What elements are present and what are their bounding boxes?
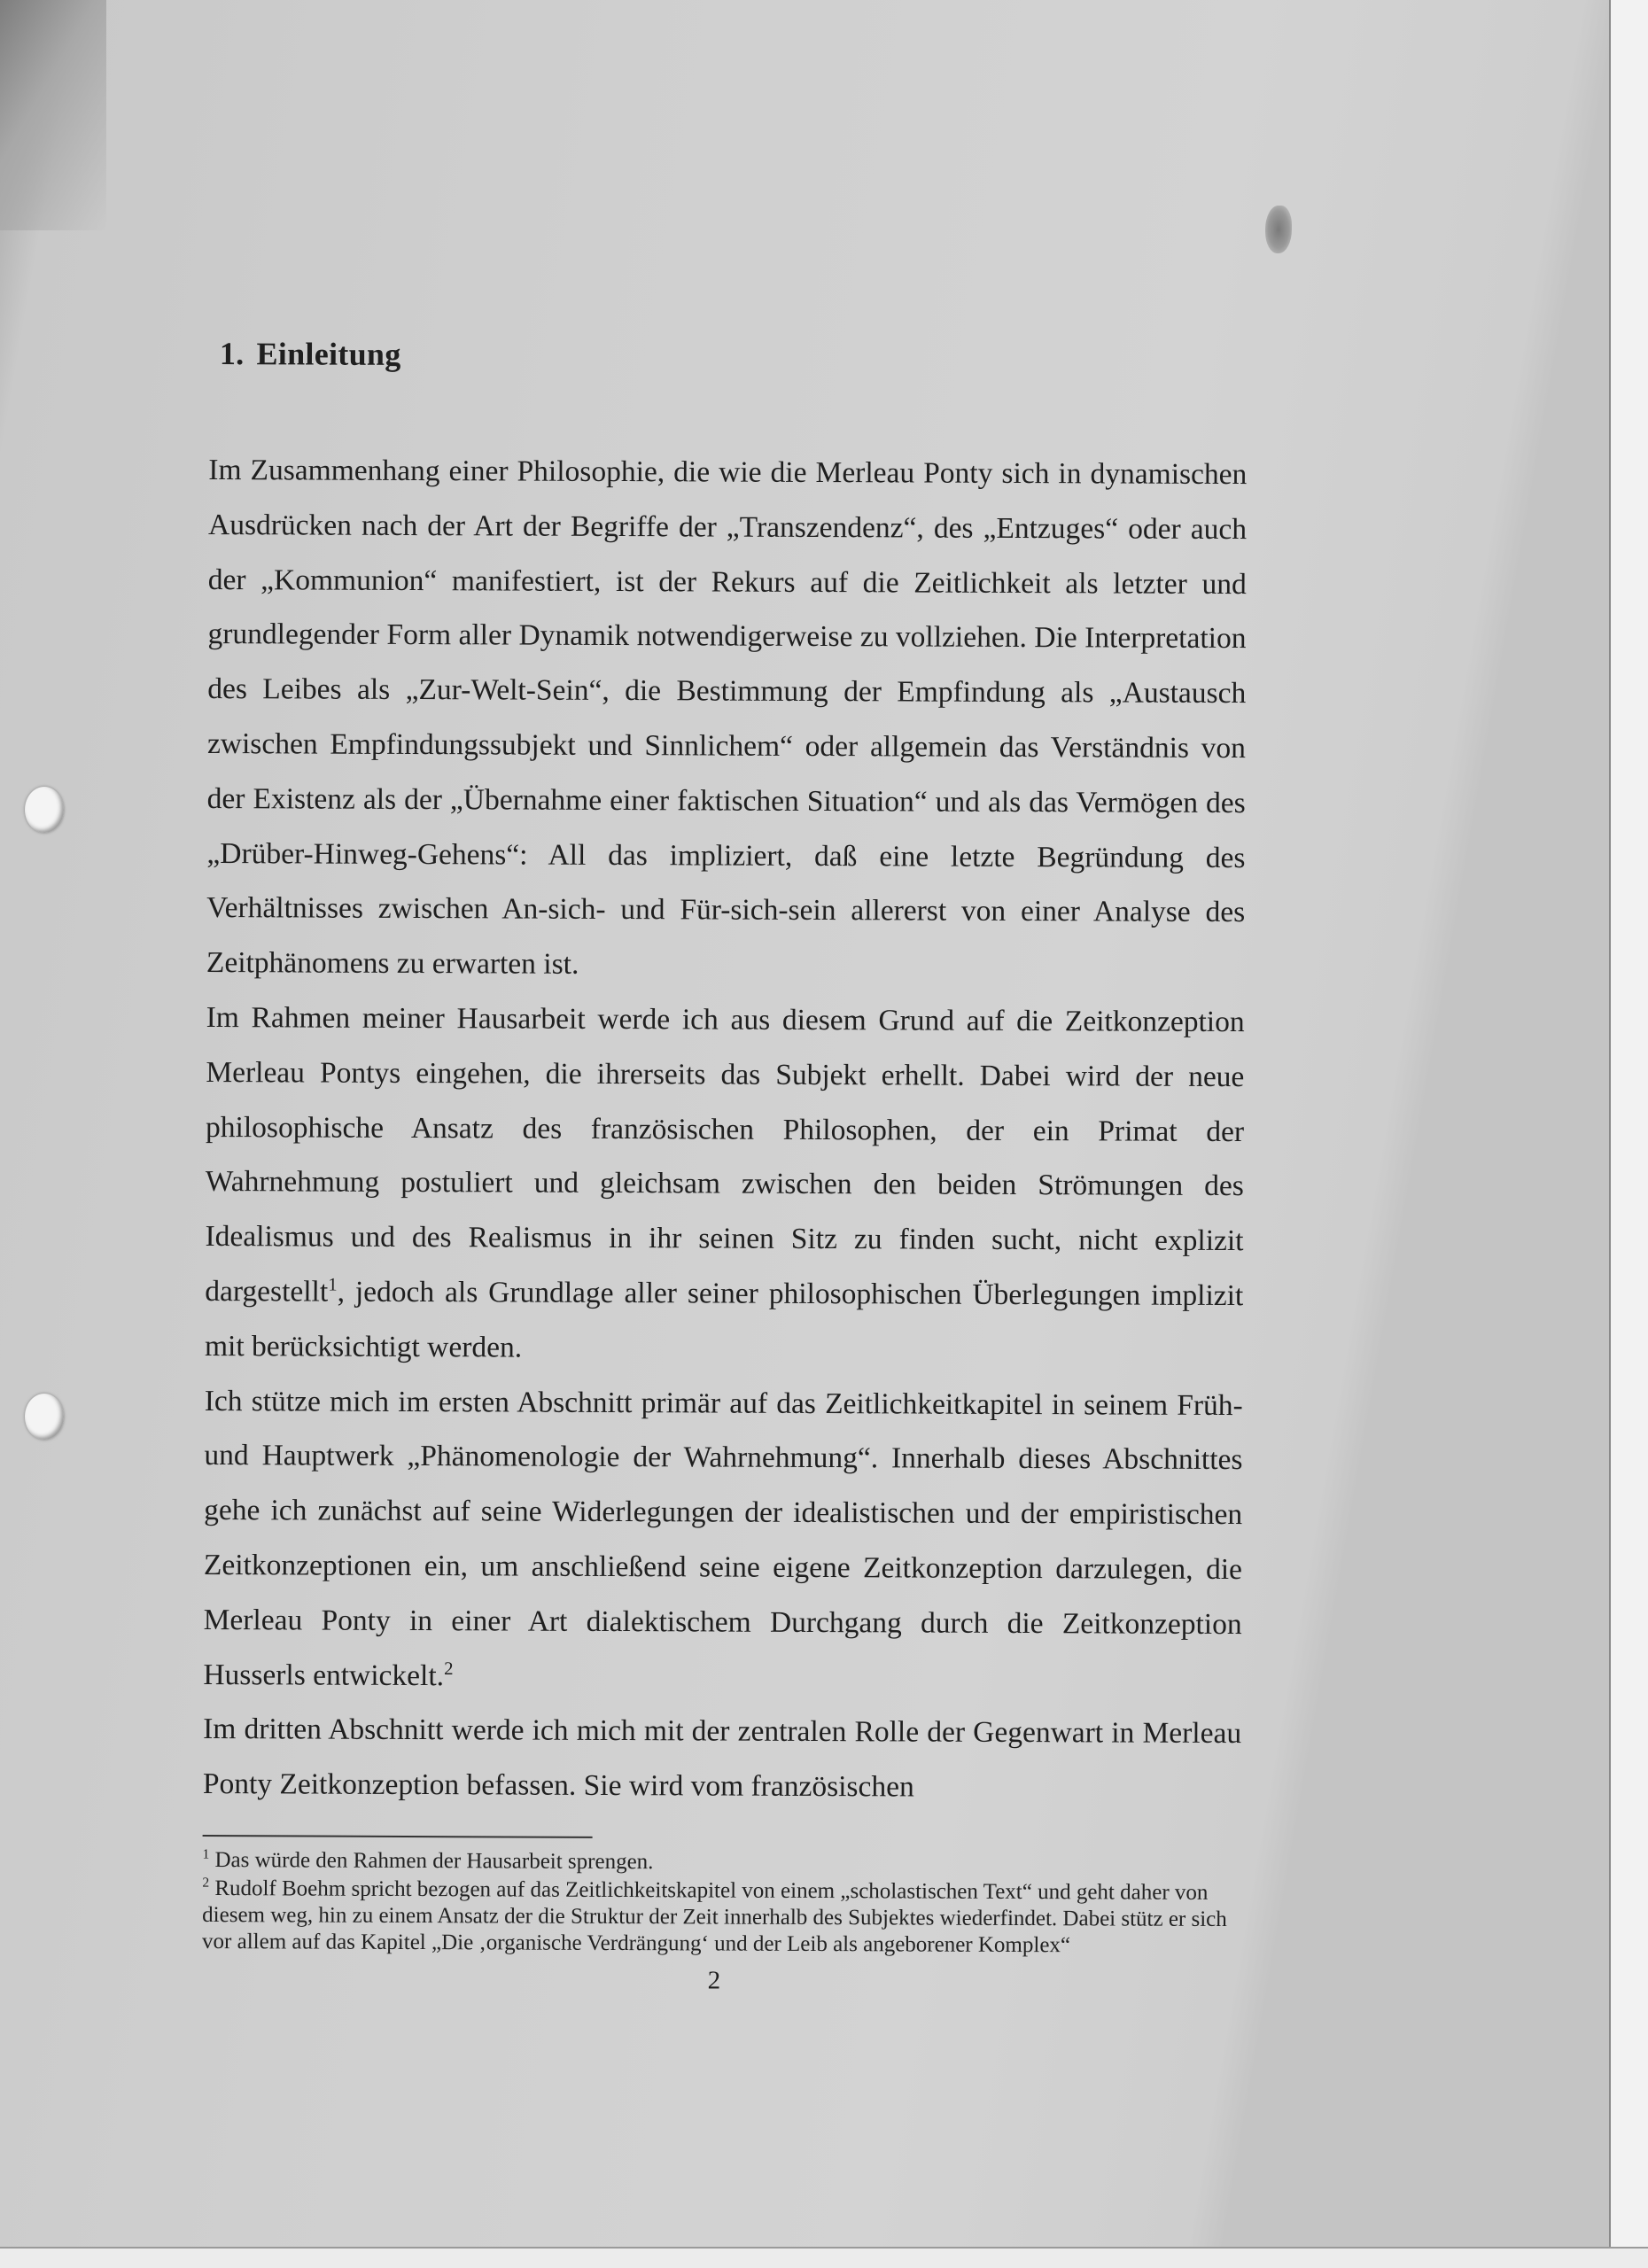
paragraph-2-text-cont: , jedoch als Grundlage aller seiner philosophischen Überlegungen implizit mit berücksichtigt werden. bbox=[204, 1275, 1244, 1364]
section-title: Einleitung bbox=[256, 336, 401, 372]
footnotes bbox=[202, 1847, 1241, 1960]
page-number: 2 bbox=[707, 1966, 721, 1995]
paragraph-3 bbox=[203, 1374, 1243, 1707]
footnote-text: Das würde den Rahmen der Hausarbeit sprengen. bbox=[214, 1847, 654, 1875]
scan-right-edge bbox=[1609, 0, 1648, 2268]
body-text bbox=[203, 443, 1248, 1816]
footnote-1 bbox=[202, 1847, 1240, 1878]
footnote-number: 1 bbox=[202, 1846, 210, 1862]
punch-hole-lower bbox=[25, 1394, 64, 1440]
footnote-ref-1: 1 bbox=[328, 1274, 338, 1295]
scan-bottom-edge bbox=[0, 2247, 1648, 2268]
ink-smudge bbox=[1265, 206, 1292, 253]
page-content bbox=[202, 335, 1248, 1998]
paragraph-1: Im Zusammenhang einer Philosophie, die wie die Merleau Ponty sich in dynamischen Ausdrücken nach der Art der Begriffe der „Transzendenz“, des „Entzuges“ oder auch der „Kommunion“ manifestiert, ist der Rekurs auf die Zeitlichkeit als letzter und grundlegender Form aller Dynamik notwendigerweise zu vollziehen. Die Interpretation des Leibes als „Zur-Welt-Sein“, die Bestimmung der Empfindung als „Austausch zwischen Empfindungssubjekt und Sinnlichem“ oder allgemein das Verständnis von der Existenz als der „Übernahme einer faktischen Situation“ und als das Vermögen des „Drüber-Hinweg-Gehens“: All das impliziert, daß eine letzte Begründung des Verhältnisses zwischen An-sich- und Für-sich-sein allererst von einer Analyse des Zeitphänomens zu erwarten ist. bbox=[206, 453, 1248, 981]
paragraph-3-text: Ich stütze mich im ersten Abschnitt primär auf das Zeitlichkeitkapitel in seinem Früh- und Hauptwerk „Phänomenologie der Wahrnehmung“. Innerhalb dieses Abschnittes gehe ich zunächst auf seine Widerlegungen der idealistischen und der empiristischen Zeitkonzeptionen ein, um anschließend seine eigene Zeitkonzeption darzulegen, die Merleau Ponty in einer Art dialektischem Durchgang durch die Zeitkonzeption Husserls entwickelt. bbox=[203, 1384, 1243, 1692]
section-heading bbox=[220, 335, 1248, 377]
footnote-separator bbox=[203, 1835, 593, 1838]
punch-hole-upper bbox=[25, 787, 64, 833]
paragraph-2-text: Im Rahmen meiner Hausarbeit werde ich aus diesem Grund auf die Zeitkonzeption Merleau Pontys eingehen, die ihrerseits das Subjekt erhellt. Dabei wird der neue philosophische Ansatz des französischen Philosophen, der ein Primat der Wahrnehmung postuliert und gleichsam zwischen den beiden Strömungen des Idealismus und des Realismus in ihr seinen Sitz zu finden sucht, nicht explizit dargestellt bbox=[205, 1000, 1245, 1309]
paragraph-4: Im dritten Abschnitt werde ich mich mit der zentralen Rolle der Gegenwart in Merleau Ponty Zeitkonzeption befassen. Sie wird vom französischen bbox=[202, 1713, 1242, 1804]
paragraph-2 bbox=[205, 990, 1245, 1379]
footnote-number: 2 bbox=[202, 1875, 210, 1891]
page-fold-shadow bbox=[0, 0, 106, 230]
footnote-2 bbox=[202, 1876, 1240, 1960]
footnote-ref-2: 2 bbox=[444, 1658, 454, 1679]
footnote-text: Rudolf Boehm spricht bezogen auf das Zeitlichkeitskapitel von einem „scholastischen Text“ und geht daher von diesem weg, hin zu einem Ansatz der die Struktur der Zeit innerhalb des Subjektes wiederfindet. Dabei stütz er sich vor allem auf das Kapitel „Die ‚organische Verdrängung‘ und der Leib als angeborener Komplex“ bbox=[202, 1876, 1227, 1958]
section-number: 1. bbox=[219, 336, 245, 372]
